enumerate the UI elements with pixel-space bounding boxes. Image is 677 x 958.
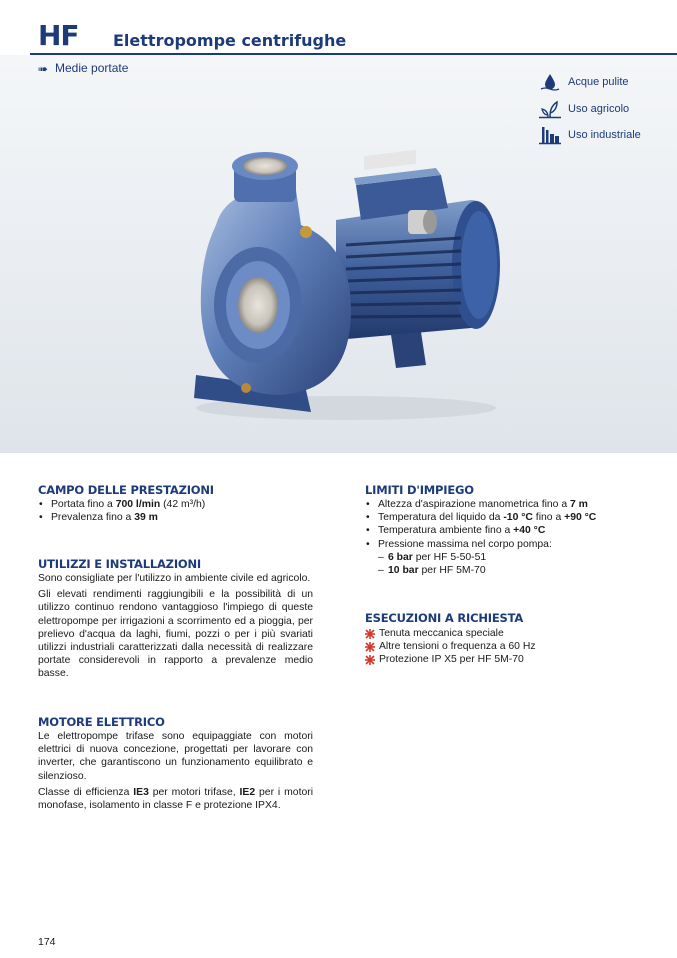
product-code: HF xyxy=(38,19,79,52)
pressure-list xyxy=(365,551,486,577)
list-item: Tenuta meccanica speciale xyxy=(365,627,536,640)
arrow-icon: ➠ xyxy=(38,62,49,76)
application-item xyxy=(538,99,677,126)
asterisk-icon xyxy=(365,629,375,639)
application-label: Uso industriale xyxy=(568,129,641,141)
limiti-list xyxy=(365,498,596,551)
esecuzioni-list xyxy=(365,627,536,667)
water-drop-icon xyxy=(538,72,562,92)
section-title-campo: CAMPO DELLE PRESTAZIONI xyxy=(38,483,214,497)
subtitle: Medie portate xyxy=(55,61,129,75)
application-item xyxy=(538,72,677,99)
utilizzi-text xyxy=(38,572,313,681)
list-item: • Prevalenza fino a 39 m xyxy=(38,511,205,524)
section-title-esecuzioni: ESECUZIONI A RICHIESTA xyxy=(365,611,524,625)
asterisk-icon xyxy=(365,642,375,652)
list-item: • Portata fino a 700 l/min (42 m³/h) xyxy=(38,498,205,511)
campo-list xyxy=(38,498,205,524)
paragraph: Classe di efficienza IE3 per motori trifase, IE2 per i motori monofase, isolamento in classe F e protezione IPX4. xyxy=(38,786,314,812)
page-header xyxy=(0,0,677,54)
section-title-motore: MOTORE ELETTRICO xyxy=(38,715,165,729)
application-label: Acque pulite xyxy=(568,76,629,88)
asterisk-icon xyxy=(365,655,375,665)
list-item: • Temperatura del liquido da -10 °C fino a +90 °C xyxy=(365,511,596,524)
paragraph: Gli elevati rendimenti raggiungibili e la possibilità di un utilizzo continuo rendono vantaggioso l'impiego di queste elettropompe per irrigazioni a scorrimento ed a pioggia, per prelievo d'acqua da laghi, fiumi, pozzi o per i più svariati utilizzi industriali caratterizzati dalla necessità di realizzare portate considerevoli in rapporto a prevalenze medio basse. xyxy=(38,589,313,680)
list-item: • Altezza d'aspirazione manometrica fino a 7 m xyxy=(365,498,596,511)
factory-icon xyxy=(538,125,562,145)
list-item: Protezione IP X5 per HF 5M-70 xyxy=(365,653,536,666)
plant-icon xyxy=(538,99,562,119)
application-label: Uso agricolo xyxy=(568,102,630,115)
list-item: – 6 bar per HF 5-50-51 xyxy=(365,551,486,564)
section-title-limiti: LIMITI D'IMPIEGO xyxy=(365,483,474,497)
list-item: – 10 bar per HF 5M-70 xyxy=(365,564,486,577)
pump-illustration xyxy=(186,150,516,425)
page-number: 174 xyxy=(38,936,56,948)
list-item: • Temperatura ambiente fino a +40 °C xyxy=(365,524,596,537)
application-item xyxy=(538,125,677,152)
application-list xyxy=(538,72,677,152)
motore-text xyxy=(38,730,313,812)
list-item: Altre tensioni o frequenza a 60 Hz xyxy=(365,640,536,653)
page-title: Elettropompe centrifughe xyxy=(113,31,347,50)
paragraph: Sono consigliate per l'utilizzo in ambiente civile ed agricolo. xyxy=(38,573,311,584)
paragraph: Le elettropompe trifase sono equipaggiate con motori elettrici di nuova concezione, progettati per lavorare con inverter, che garantiscono un funzionamento equilibrato e silenzioso. xyxy=(38,731,313,782)
section-title-utilizzi: UTILIZZI E INSTALLAZIONI xyxy=(38,557,201,571)
list-item: • Pressione massima nel corpo pompa: xyxy=(365,538,596,551)
